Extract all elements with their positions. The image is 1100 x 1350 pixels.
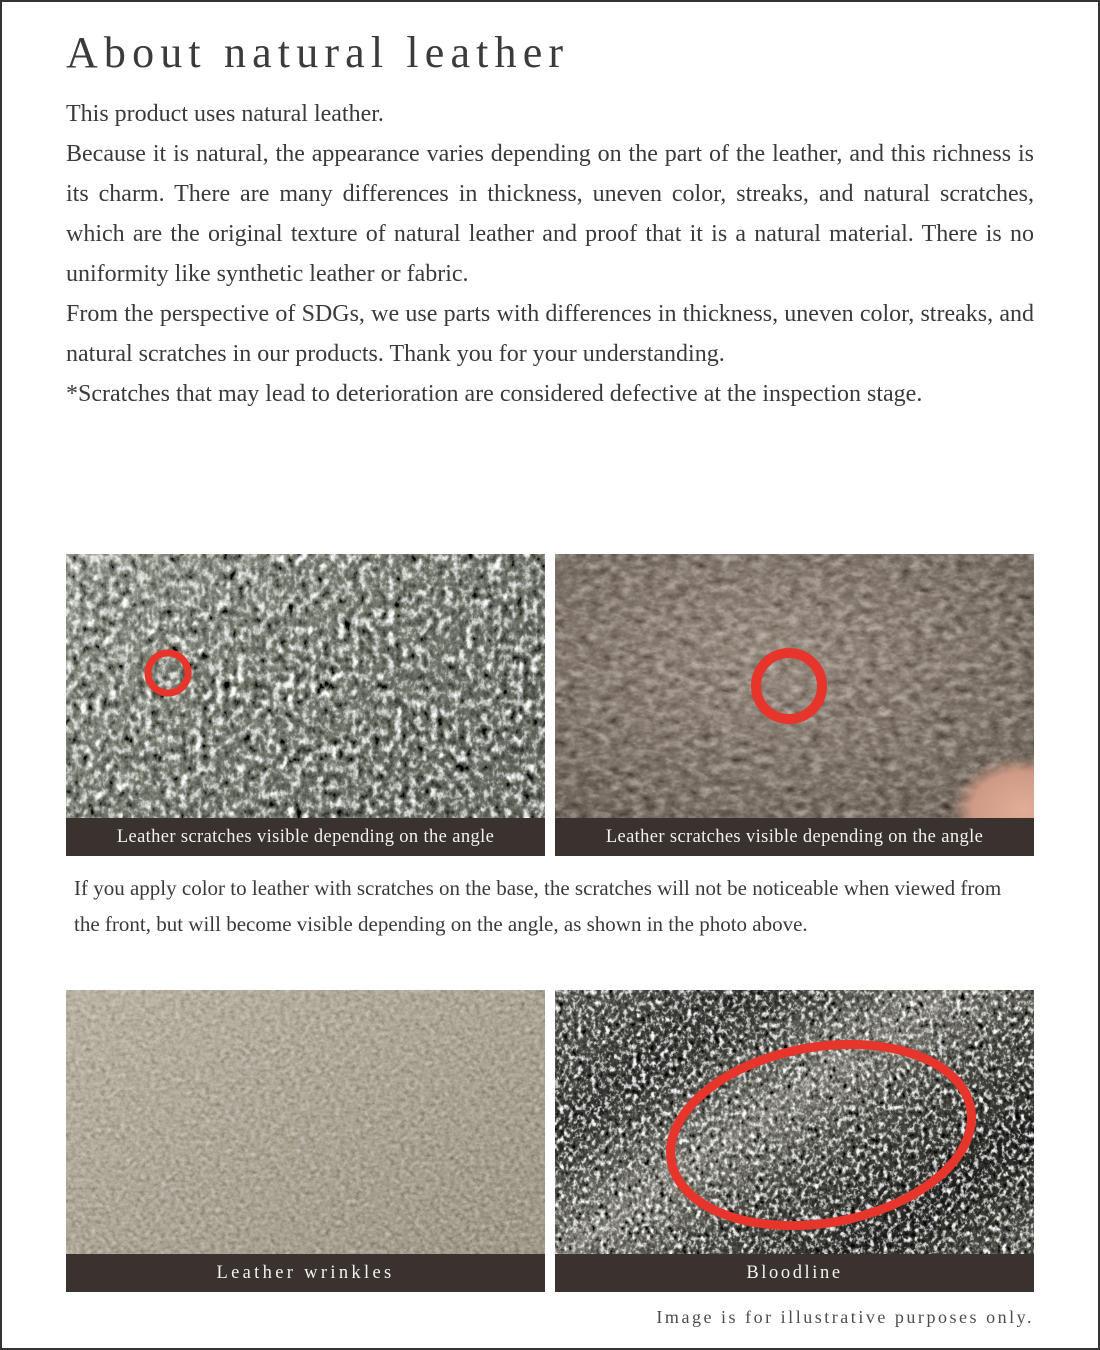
figure-caption: Leather scratches visible depending on the angle	[66, 818, 545, 856]
leather-texture-svg	[555, 990, 1034, 1254]
leather-photo-beige-wrinkled	[66, 990, 545, 1254]
intro-paragraph-2: Because it is natural, the appearance varies depending on the part of the leather, and this richness is its charm. There are many differences in thickness, uneven color, streaks, and natural scratches, which are the original texture of natural leather and proof that it is a natural material. There is no uniformity like synthetic leather or fabric.	[66, 141, 1034, 287]
page-title: About natural leather	[66, 28, 570, 77]
figure-wrinkles	[66, 990, 545, 1292]
footer-disclaimer: Image is for illustrative purposes only.	[656, 1307, 1034, 1327]
intro-paragraph-4: *Scratches that may lead to deterioration are considered defective at the inspection stage.	[66, 381, 923, 407]
figure-scratch-silver	[66, 554, 545, 856]
leather-texture-svg	[555, 554, 1034, 818]
figure-row-top	[66, 554, 1034, 856]
figure-row-bottom	[66, 990, 1034, 1292]
middle-paragraph: If you apply color to leather with scratches on the base, the scratches will not be noticeable when viewed from the front, but will become visible depending on the angle, as shown in the photo above.	[74, 876, 1002, 936]
figure-scratch-brown	[555, 554, 1034, 856]
figure-bloodline	[555, 990, 1034, 1292]
leather-photo-brown-pebbled	[555, 554, 1034, 818]
intro-text-block	[66, 94, 1034, 538]
figure-caption: Leather wrinkles	[66, 1254, 545, 1292]
figure-caption: Bloodline	[555, 1254, 1034, 1292]
leather-texture-svg	[66, 554, 545, 818]
leather-photo-dark-metallic	[555, 990, 1034, 1254]
figure-caption: Leather scratches visible depending on the angle	[555, 818, 1034, 856]
leather-texture-svg	[66, 990, 545, 1254]
intro-paragraph-1: This product uses natural leather.	[66, 101, 384, 127]
intro-paragraph-3: From the perspective of SDGs, we use parts with differences in thickness, uneven color, streaks, and natural scratches in our products. Thank you for your understanding.	[66, 301, 1034, 367]
leather-photo-embossed-silver	[66, 554, 545, 818]
